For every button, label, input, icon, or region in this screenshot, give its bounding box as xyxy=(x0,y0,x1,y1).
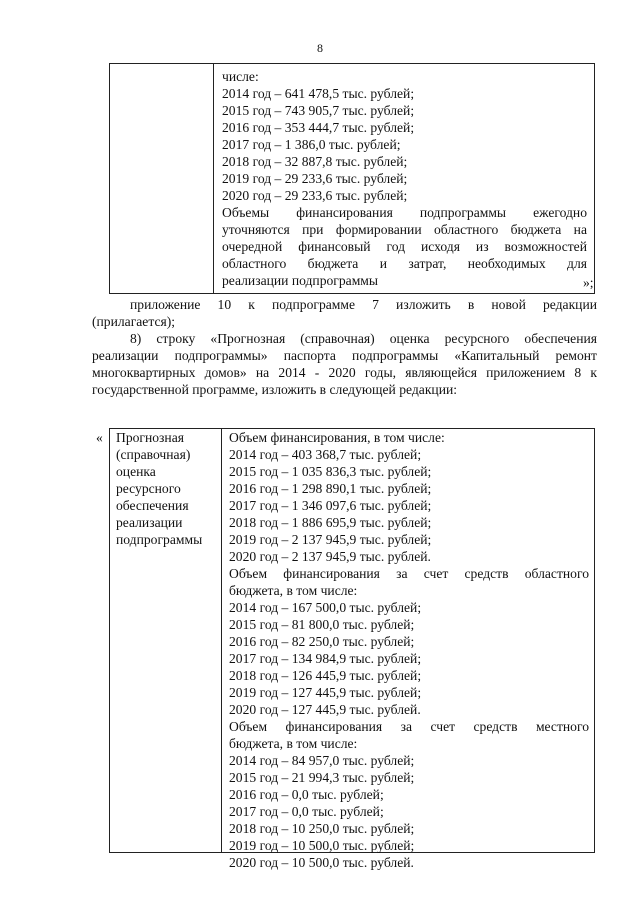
year-line-2016: 2016 год – 353 444,7 тыс. рублей; xyxy=(222,120,415,135)
financing-cell xyxy=(222,68,587,289)
local-heading-cont: бюджета, в том числе: xyxy=(229,736,358,751)
total-year-2020: 2020 год – 2 137 945,9 тыс. рублей. xyxy=(229,549,431,564)
paragraph-text: (прилагается); xyxy=(92,314,176,329)
local-year-2015: 2015 год – 21 994,3 тыс. рублей; xyxy=(229,770,415,785)
regional-heading: Объем финансирования за счет средств областного xyxy=(229,566,589,581)
row-label-line: реализации xyxy=(116,515,183,530)
row-label-line: оценка xyxy=(116,464,156,479)
text-line: числе: xyxy=(222,69,259,84)
regional-year-2016: 2016 год – 82 250,0 тыс. рублей; xyxy=(229,634,415,649)
local-year-2016: 2016 год – 0,0 тыс. рублей; xyxy=(229,787,384,802)
row-label-cell xyxy=(116,429,216,548)
note-line: очередной финансовый год исходя из возможностей xyxy=(222,239,587,254)
paragraph-text: 8) строку «Прогнозная (справочная) оценка ресурсного обеспечения xyxy=(130,331,597,346)
year-line-2017: 2017 год – 1 386,0 тыс. рублей; xyxy=(222,137,401,152)
row-label-line: (справочная) xyxy=(116,447,191,462)
paragraph-text: государственной программе, изложить в следующей редакции: xyxy=(92,382,458,397)
note-line: уточняются при формировании областного бюджета на xyxy=(222,222,587,237)
local-year-2018: 2018 год – 10 250,0 тыс. рублей; xyxy=(229,821,415,836)
paragraph-text: многоквартирных домов» на 2014 - 2020 годы, являющейся приложением 8 к xyxy=(92,365,597,380)
year-line-2014: 2014 год – 641 478,5 тыс. рублей; xyxy=(222,86,415,101)
year-line-2018: 2018 год – 32 887,8 тыс. рублей; xyxy=(222,154,408,169)
paragraph-text: реализации подпрограммы» паспорта подпрограммы «Капитальный ремонт xyxy=(92,348,597,363)
column-divider xyxy=(221,429,222,852)
regional-year-2018: 2018 год – 126 445,9 тыс. рублей; xyxy=(229,668,422,683)
year-line-2020: 2020 год – 29 233,6 тыс. рублей; xyxy=(222,188,408,203)
regional-heading-cont: бюджета, в том числе: xyxy=(229,583,358,598)
column-divider xyxy=(213,64,214,293)
regional-year-2019: 2019 год – 127 445,9 тыс. рублей; xyxy=(229,685,422,700)
financing-table-continued xyxy=(109,63,595,294)
local-heading: Объем финансирования за счет средств местного xyxy=(229,719,589,734)
total-year-2016: 2016 год – 1 298 890,1 тыс. рублей; xyxy=(229,481,432,496)
paragraph-item8-line4 xyxy=(92,381,597,398)
total-year-2018: 2018 год – 1 886 695,9 тыс. рублей; xyxy=(229,515,432,530)
row-value-cell xyxy=(229,429,589,871)
page-number: 8 xyxy=(317,41,323,55)
note-line: реализации подпрограммы xyxy=(222,273,379,288)
regional-year-2015: 2015 год – 81 800,0 тыс. рублей; xyxy=(229,617,415,632)
regional-year-2014: 2014 год – 167 500,0 тыс. рублей; xyxy=(229,600,422,615)
row-label-line: Прогнозная xyxy=(116,430,184,445)
regional-year-2017: 2017 год – 134 984,9 тыс. рублей; xyxy=(229,651,422,666)
row-label-line: ресурсного xyxy=(116,481,181,496)
note-line: областного бюджета и затрат, необходимых для xyxy=(222,256,587,271)
paragraph-appendix-line1 xyxy=(130,296,597,313)
paragraph-item8-line1 xyxy=(130,330,597,347)
year-line-2019: 2019 год – 29 233,6 тыс. рублей; xyxy=(222,171,408,186)
total-year-2019: 2019 год – 2 137 945,9 тыс. рублей; xyxy=(229,532,432,547)
opening-quote: « xyxy=(96,430,103,445)
resource-estimate-table xyxy=(109,428,595,870)
local-year-2017: 2017 год – 0,0 тыс. рублей; xyxy=(229,804,384,819)
regional-year-2020: 2020 год – 127 445,9 тыс. рублей. xyxy=(229,702,421,717)
total-year-2014: 2014 год – 403 368,7 тыс. рублей; xyxy=(229,447,422,462)
note-line: Объемы финансирования подпрограммы ежегодно xyxy=(222,205,587,220)
local-year-2020: 2020 год – 10 500,0 тыс. рублей. xyxy=(229,855,414,870)
paragraph-text: приложение 10 к подпрограмме 7 изложить в новой редакции xyxy=(130,297,597,312)
total-year-2015: 2015 год – 1 035 836,3 тыс. рублей; xyxy=(229,464,432,479)
paragraph-item8-line2 xyxy=(92,347,597,364)
local-year-2019: 2019 год – 10 500,0 тыс. рублей; xyxy=(229,838,415,853)
total-heading: Объем финансирования, в том числе: xyxy=(229,430,445,445)
local-year-2014: 2014 год – 84 957,0 тыс. рублей; xyxy=(229,753,415,768)
row-label-line: подпрограммы xyxy=(116,532,203,547)
year-line-2015: 2015 год – 743 905,7 тыс. рублей; xyxy=(222,103,415,118)
row-label-line: обеспечения xyxy=(116,498,189,513)
closing-quote: »; xyxy=(583,275,594,290)
total-year-2017: 2017 год – 1 346 097,6 тыс. рублей; xyxy=(229,498,432,513)
paragraph-item8-line3 xyxy=(92,364,597,381)
paragraph-appendix-line2 xyxy=(92,313,597,330)
